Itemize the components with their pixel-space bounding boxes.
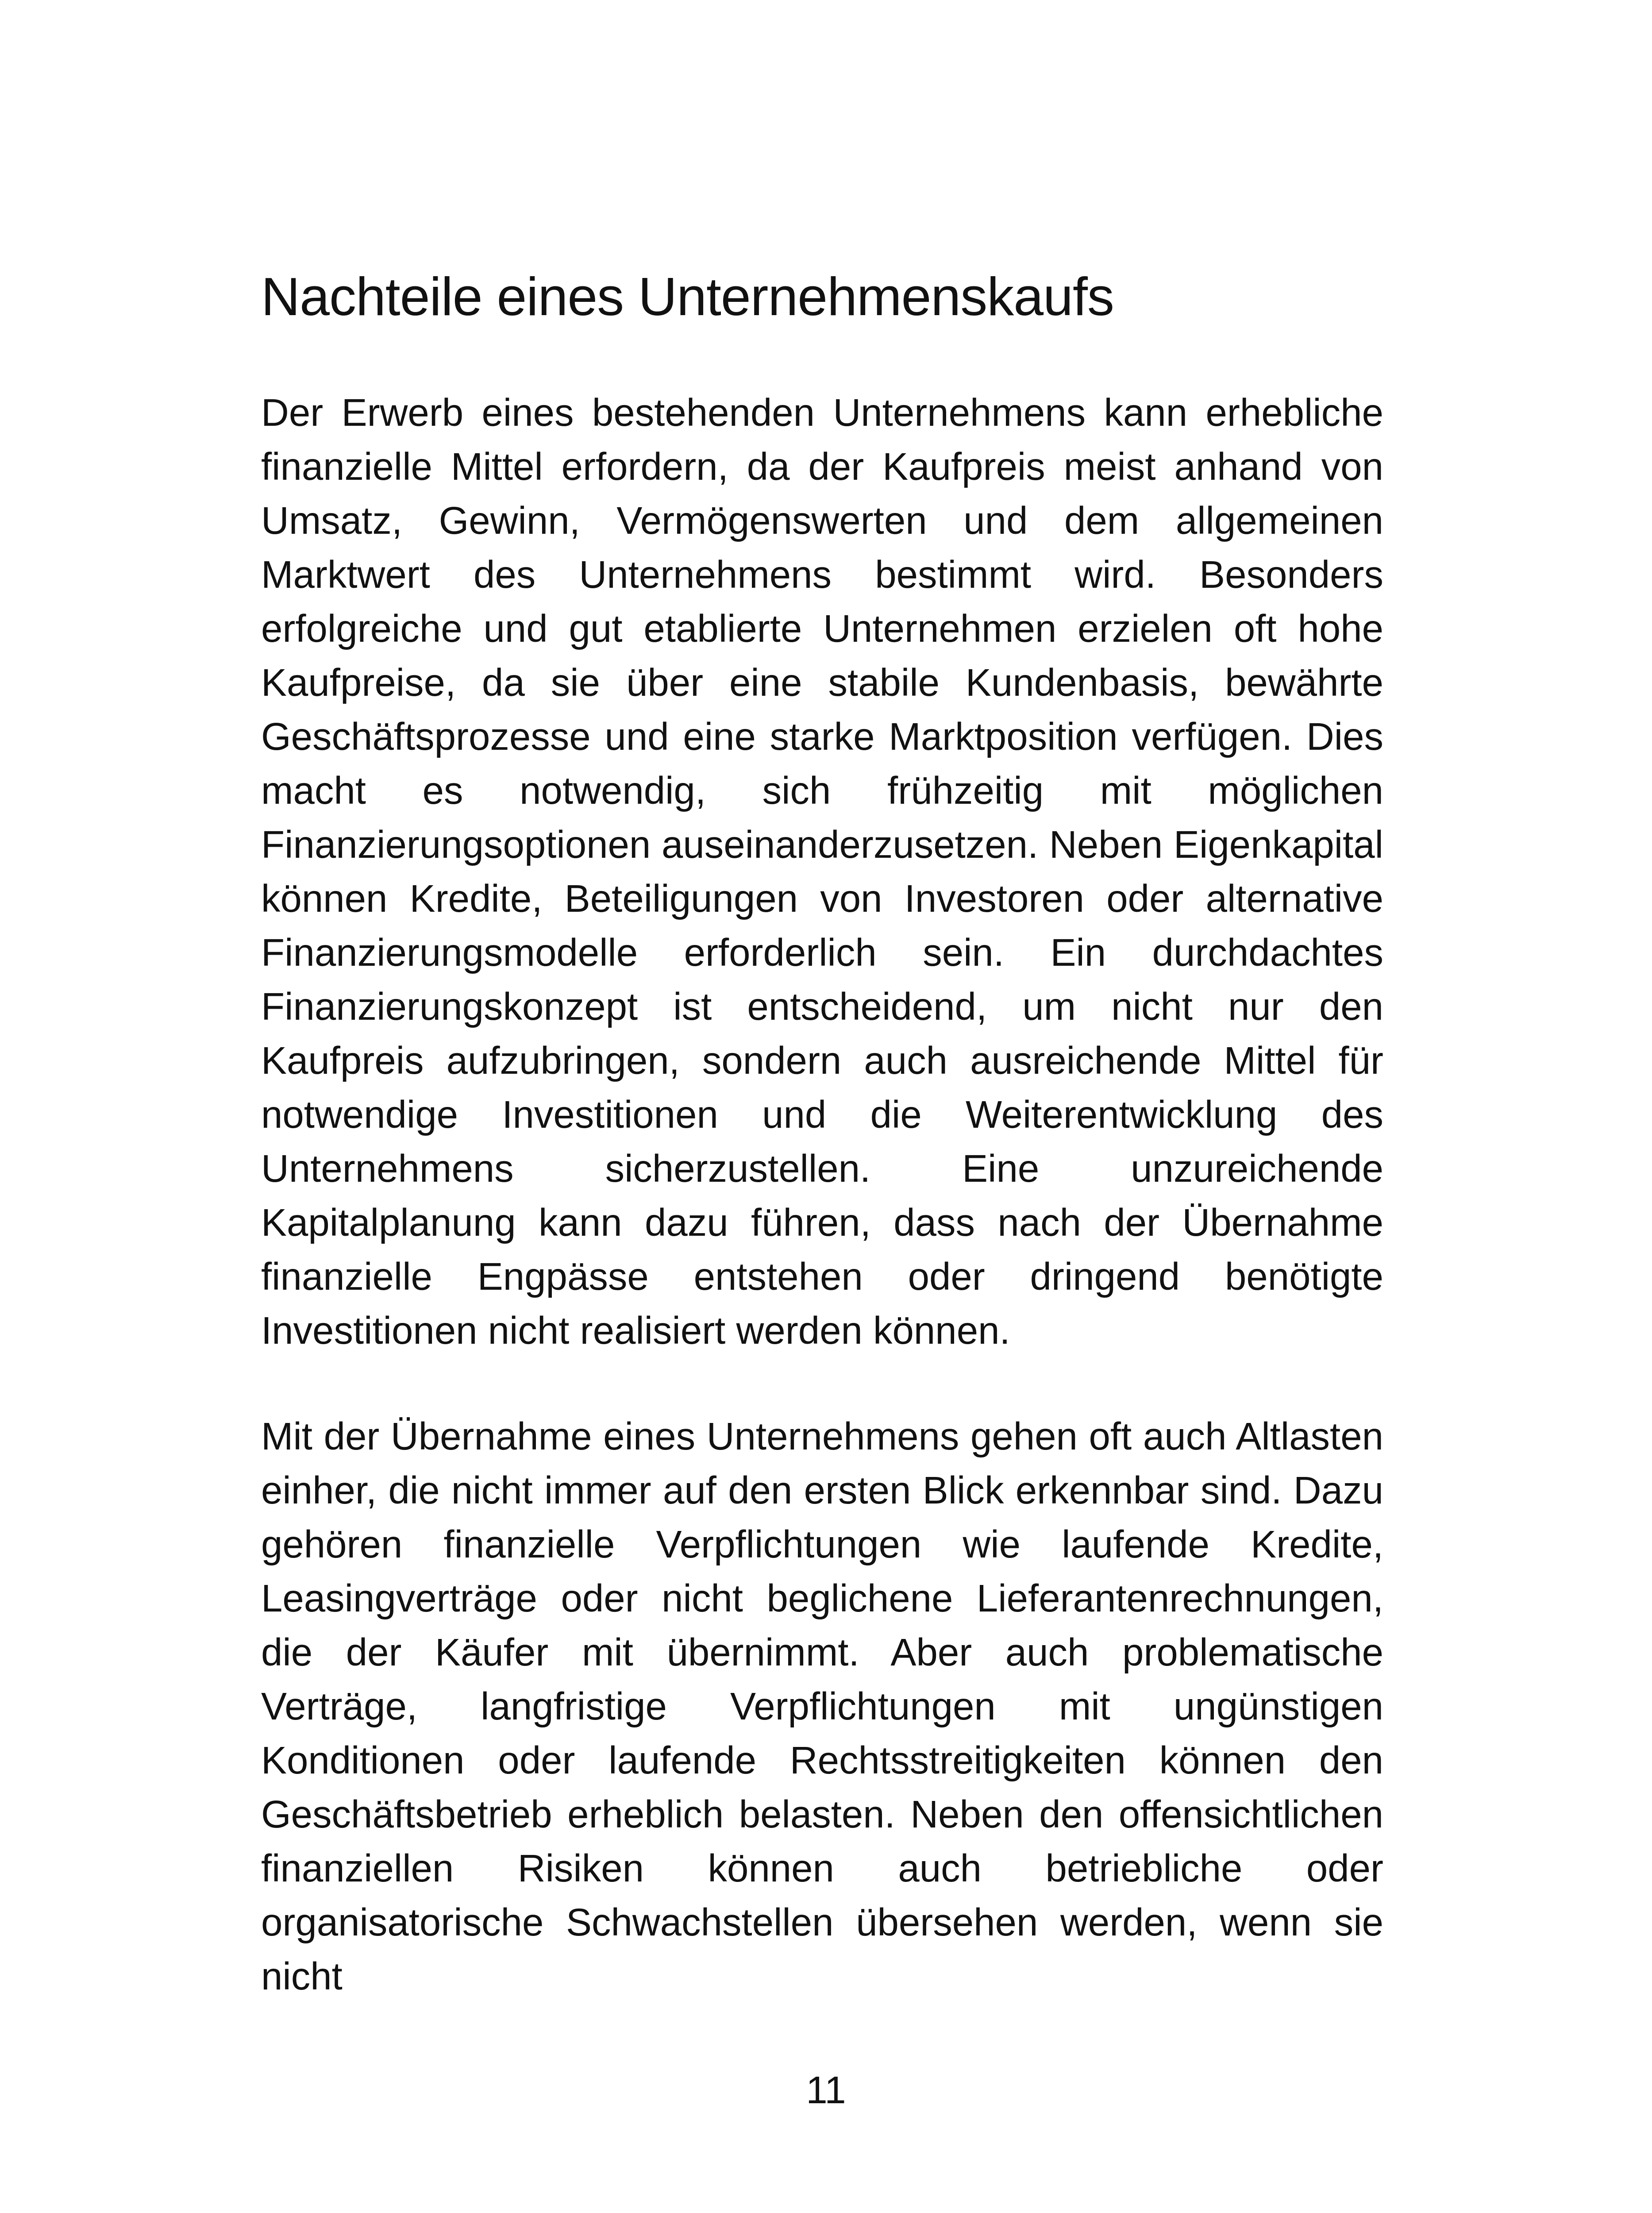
body-paragraph-2: Mit der Übernahme eines Unternehmens gehen oft auch Altlasten einher, die nicht immer auf den ersten Blick erkennbar sind. Dazu gehören finanzielle Verpflichtungen wie laufende Kredite, Leasingverträge oder nicht beglichene Lieferantenrechnungen, die der Käufer mit übernimmt. Aber auch problematische Verträge, langfristige Verpflichtungen mit ungünstigen Konditionen oder laufende Rechtsstreitigkeiten können den Geschäftsbetrieb erheblich belasten. Neben den offensichtlichen finanziellen Risiken können auch betriebliche oder organisatorische Schwachstellen übersehen werden, wenn sie nicht [261,1415,1383,1998]
section-heading: Nachteile eines Unternehmenskaufs [261,266,1114,327]
body-paragraph-1: Der Erwerb eines bestehenden Unternehmens kann erhebliche finanzielle Mittel erfordern, da der Kaufpreis meist anhand von Umsatz, Gewinn, Vermögenswerten und dem allgemeinen Marktwert des Unternehmens bestimmt wird. Besonders erfolgreiche und gut etablierte Unternehmen erzielen oft hohe Kaufpreise, da sie über eine stabile Kundenbasis, bewährte Geschäftsprozesse und eine starke Marktposition verfügen. Dies macht es notwendig, sich frühzeitig mit möglichen Finanzierungsoptionen auseinanderzusetzen. Neben Eigenkapital können Kredite, Beteiligungen von Investoren oder alternative Finanzierungsmodelle erforderlich sein. Ein durchdachtes Finanzierungskonzept ist entscheidend, um nicht nur den Kaufpreis aufzubringen, sondern auch ausreichende Mittel für notwendige Investitionen und die Weiterentwicklung des Unternehmens sicherzustellen. Eine unzureichende Kapitalplanung kann dazu führen, dass nach der Übernahme finanzielle Engpässe entstehen oder dringend benötigte Investitionen nicht realisiert werden können. [261,391,1383,1352]
page-number: 11 [806,2069,846,2112]
page-content [261,261,1383,2004]
